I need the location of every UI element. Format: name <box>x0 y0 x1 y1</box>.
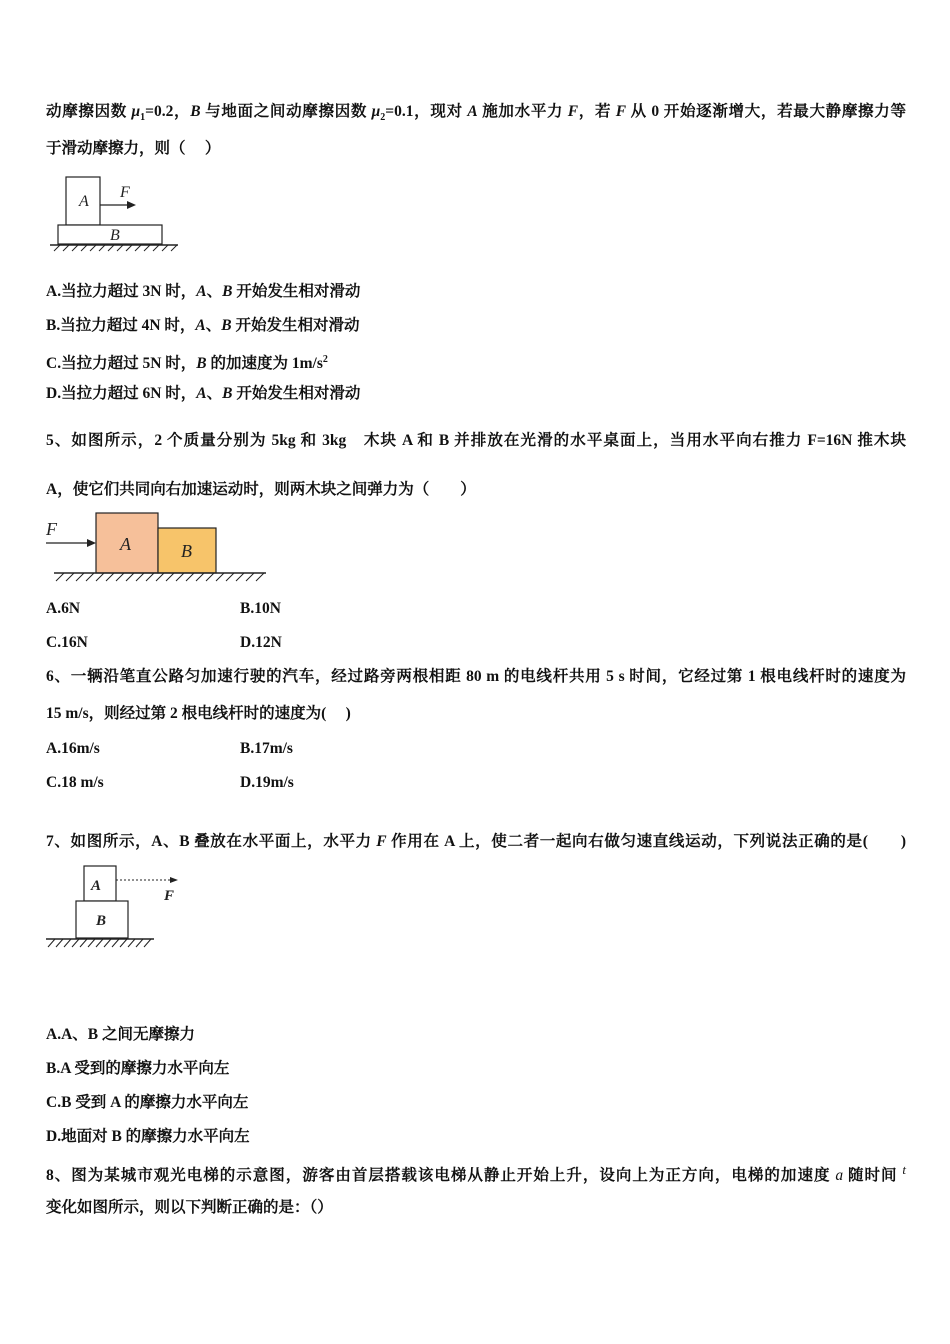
q4-stem-line2: 于滑动摩擦力，则（ ） <box>46 140 221 157</box>
q5-label-a: A <box>120 534 131 554</box>
q7-option-a[interactable]: A.A、B 之间无摩擦力 <box>46 1026 195 1043</box>
q4-label-b: B <box>110 227 120 244</box>
q4-option-b[interactable]: B.当拉力超过 4N 时，A、B 开始发生相对滑动 <box>46 317 360 334</box>
q7-option-b[interactable]: B.A 受到的摩擦力水平向左 <box>46 1060 230 1077</box>
q8-stem-line1: 8、图为某城市观光电梯的示意图，游客由首层搭载该电梯从静止开始上升，设向上为正方向，电梯的加速度 a 随时间 $^t$ <box>46 1162 906 1185</box>
q4-figure <box>50 172 180 252</box>
q6-option-a[interactable]: A.16m/s <box>46 740 100 757</box>
q6-option-d[interactable]: D.19m/s <box>240 774 294 791</box>
q7-label-b: B <box>96 913 107 929</box>
q4-option-a[interactable]: A.当拉力超过 3N 时，A、B 开始发生相对滑动 <box>46 283 361 300</box>
q5-option-a[interactable]: A.6N <box>46 600 81 617</box>
q7-figure <box>46 862 186 952</box>
q7-option-c[interactable]: C.B 受到 A 的摩擦力水平向左 <box>46 1094 249 1111</box>
q5-option-b[interactable]: B.10N <box>240 600 281 617</box>
q5-option-c[interactable]: C.16N <box>46 634 88 651</box>
q7-label-a: A <box>91 878 102 894</box>
q5-label-b: B <box>181 541 192 561</box>
q7-label-f: F <box>164 888 175 904</box>
q4-option-d[interactable]: D.当拉力超过 6N 时，A、B 开始发生相对滑动 <box>46 385 361 402</box>
q8-stem-line2: 变化如图所示，则以下判断正确的是：（） <box>46 1199 333 1216</box>
q5-stem-line1: 5、如图所示，2 个质量分别为 5kg 和 3kg 木块 A 和 B 并排放在光滑的水平桌面上，当用水平向右推力 F=16N 推木块 <box>46 432 906 449</box>
q4-option-c[interactable]: C.当拉力超过 5N 时，B 的加速度为 $1m/s^2$ <box>46 354 328 373</box>
q4-stem-line1: 动摩擦因数 $\mu_1=0.2$，B 与地面之间动摩擦因数 $\mu_2=0.1$，现对 A 施加水平力 F，若 F 从 0 开始逐渐增大，若最大静摩擦力等 <box>46 103 906 124</box>
q5-label-f: F <box>46 519 57 539</box>
q5-stem-line2: A，使它们共同向右加速运动时，则两木块之间弹力为（ ） <box>46 481 476 498</box>
q6-option-b[interactable]: B.17m/s <box>240 740 293 757</box>
q7-stem-line1: 7、如图所示，A、B 叠放在水平面上，水平力 F 作用在 A 上，使二者一起向右做匀速直线运动，下列说法正确的是( ) <box>46 833 906 850</box>
q6-option-c[interactable]: C.18 m/s <box>46 774 104 791</box>
q4-label-a: A <box>79 193 89 210</box>
q6-stem-line1: 6、一辆沿笔直公路匀加速行驶的汽车，经过路旁两根相距 80 m 的电线杆共用 5 s 时间，它经过第 1 根电线杆时的速度为 <box>46 668 906 685</box>
q7-option-d[interactable]: D.地面对 B 的摩擦力水平向左 <box>46 1128 250 1145</box>
q6-stem-line2: 15 m/s，则经过第 2 根电线杆时的速度为( ) <box>46 705 351 722</box>
q4-label-f: F <box>120 184 130 201</box>
q5-option-d[interactable]: D.12N <box>240 634 282 651</box>
q5-figure <box>44 510 269 586</box>
